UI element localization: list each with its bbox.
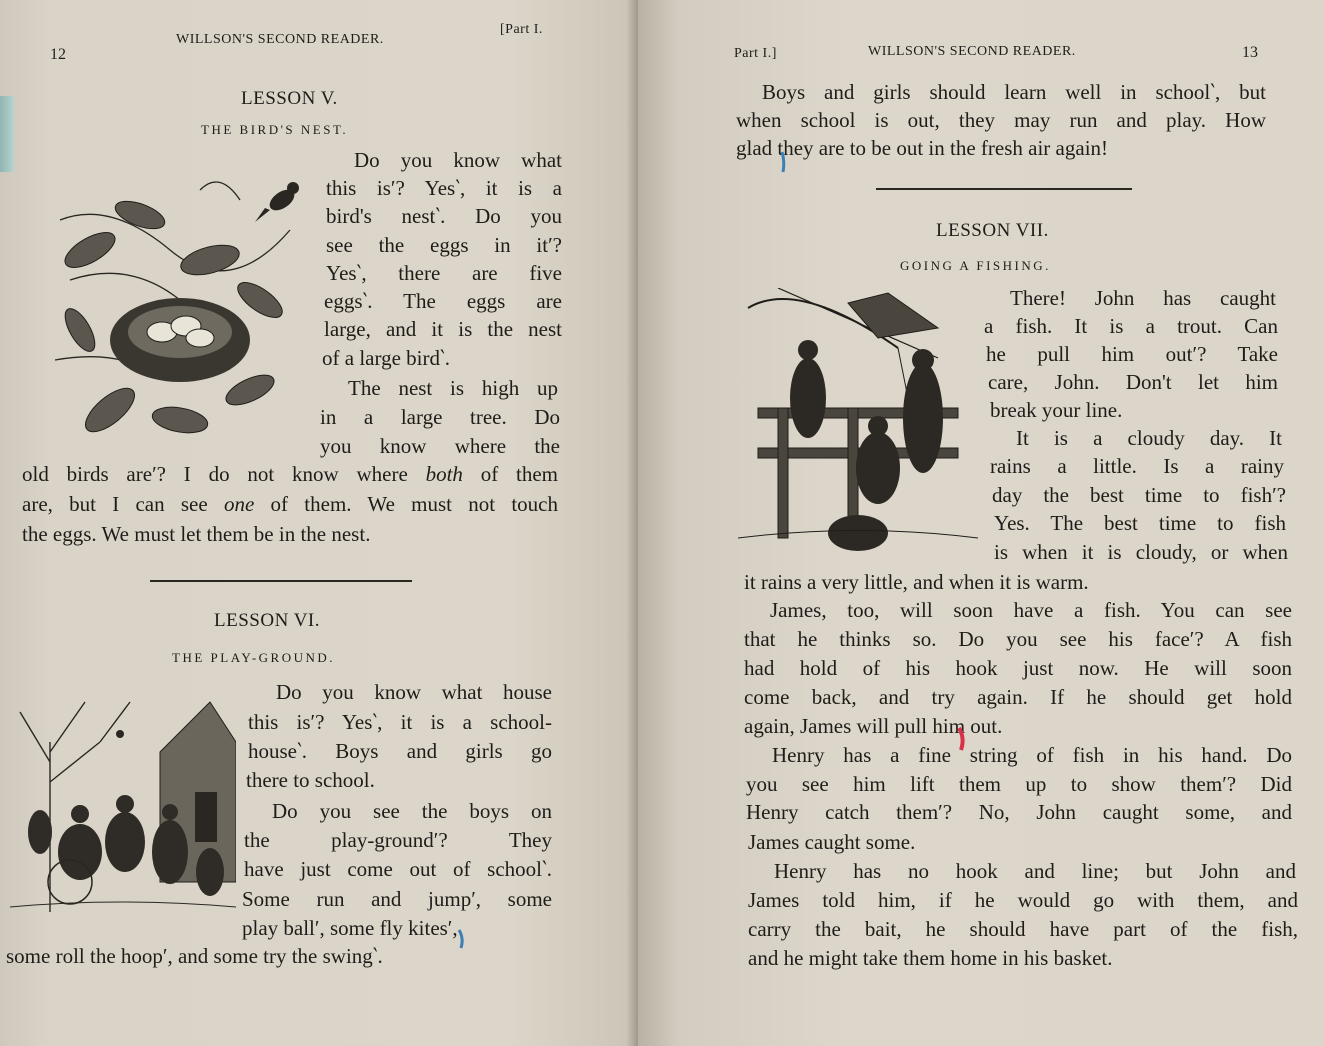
section-divider — [150, 580, 412, 582]
blue-ink-mark — [454, 928, 468, 950]
text-line: some roll the hoop′, and some try the swing‵. — [6, 944, 383, 968]
text-line: are, but I can see one of them. We must not touch — [22, 492, 558, 516]
text-line: break your line. — [990, 398, 1123, 422]
text-line: is when it is cloudy, or when — [994, 540, 1288, 564]
text-line: It is a cloudy day. It — [1016, 426, 1282, 450]
running-head: WILLSON'S SECOND READER. — [868, 44, 1076, 59]
left-page — [0, 0, 638, 1046]
red-ink-mark — [954, 726, 968, 752]
text-line: of a large bird‵. — [322, 346, 450, 370]
part-label: Part I.] — [734, 46, 777, 61]
text-line: he pull him out′? Take — [986, 342, 1278, 366]
text-line: Yes. The best time to fish — [994, 511, 1286, 535]
text-line: the play-ground′? They — [244, 828, 552, 852]
text-line: house‵. Boys and girls go — [248, 739, 552, 763]
section-divider — [876, 188, 1132, 190]
text-line: play ball′, some fly kites′, — [242, 916, 458, 940]
text-line: bird's nest‵. Do you — [326, 204, 562, 228]
lesson-title: LESSON VI. — [214, 610, 320, 631]
running-head: WILLSON'S SECOND READER. — [176, 32, 384, 47]
text-line: Do you know what — [354, 148, 562, 172]
text-line: there to school. — [246, 768, 375, 792]
text-line: Henry has no hook and line; but John and — [774, 859, 1296, 883]
text-line: There! John has caught — [1010, 286, 1276, 310]
text-line: glad they are to be out in the fresh air again! — [736, 136, 1109, 160]
text-line: Do you see the boys on — [272, 799, 552, 823]
text-line: you see him lift them up to show them′? Did — [746, 772, 1292, 796]
text-line: James caught some. — [748, 830, 916, 854]
text-line: Boys and girls should learn well in school‵, but — [762, 80, 1266, 104]
text-line: day the best time to fish′? — [992, 483, 1286, 507]
blue-ink-mark — [778, 150, 790, 174]
lesson-title: LESSON V. — [241, 88, 338, 109]
text-line: come back, and try again. If he should get hold — [744, 685, 1292, 709]
text-line: James, too, will soon have a fish. You can see — [770, 598, 1292, 622]
text-line: this is′? Yes‵, it is a — [326, 176, 562, 200]
text-line: Henry catch them′? No, John caught some, and — [746, 800, 1292, 824]
text-line: again, James will pull him out. — [744, 714, 1003, 738]
playground-illustration — [10, 682, 236, 922]
text-line: Yes‵, there are five — [326, 261, 562, 285]
text-line: the eggs. We must let them be in the nest. — [22, 522, 371, 546]
lesson-title: LESSON VII. — [936, 220, 1049, 241]
text-line: Henry has a fine string of fish in his hand. Do — [772, 743, 1292, 767]
text-line: it rains a very little, and when it is warm. — [744, 570, 1089, 594]
text-line: The nest is high up — [348, 376, 558, 400]
text-line: rains a little. Is a rainy — [990, 454, 1284, 478]
text-line: Some run and jump′, some — [242, 887, 552, 911]
text-line: carry the bait, he should have part of the fish, — [748, 917, 1298, 941]
page-tab-edge — [0, 96, 14, 172]
text-line: see the eggs in it′? — [326, 233, 562, 257]
text-line: have just come out of school‵. — [244, 857, 552, 881]
text-line: this is′? Yes‵, it is a school- — [248, 710, 552, 734]
text-line: large, and it is the nest — [324, 317, 562, 341]
text-line: old birds are′? I do not know where both of them — [22, 462, 559, 486]
text-line: that he thinks so. Do you see his face′? A fish — [744, 627, 1292, 651]
fishing-illustration — [738, 288, 978, 558]
page-number: 12 — [50, 46, 66, 63]
lesson-subtitle: GOING A FISHING. — [900, 258, 1051, 273]
lesson-subtitle: THE PLAY-GROUND. — [172, 650, 336, 665]
text-line: had hold of his hook just now. He will soon — [744, 656, 1292, 680]
text-line: a fish. It is a trout. Can — [984, 314, 1278, 338]
page-number: 13 — [1242, 44, 1258, 61]
lesson-subtitle: THE BIRD'S NEST. — [201, 122, 349, 137]
text-line: eggs‵. The eggs are — [324, 289, 562, 313]
text-line: when school is out, they may run and play. How — [736, 108, 1266, 132]
text-line: care, John. Don't let him — [988, 370, 1278, 394]
part-label: [Part I. — [500, 22, 543, 37]
text-line: James told him, if he would go with them, and — [748, 888, 1298, 912]
text-line: and he might take them home in his basket. — [748, 946, 1113, 970]
bird-nest-illustration — [50, 160, 310, 450]
text-line: you know where the — [320, 434, 560, 458]
right-page — [638, 0, 1324, 1046]
text-line: in a large tree. Do — [320, 405, 560, 429]
text-line: Do you know what house — [276, 680, 552, 704]
